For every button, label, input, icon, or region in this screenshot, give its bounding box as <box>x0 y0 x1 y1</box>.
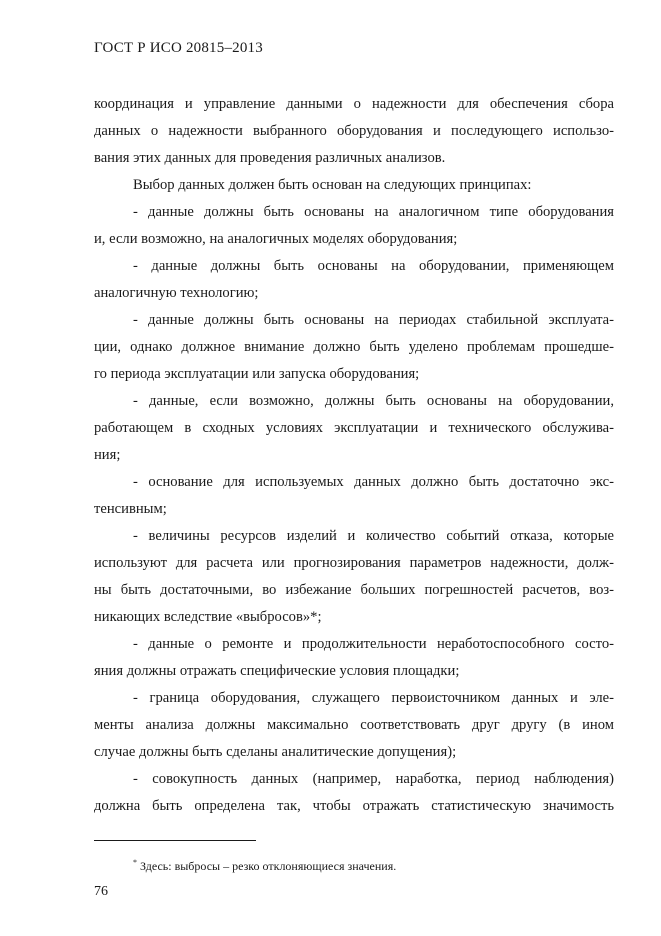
text-line: менты анализа должны максимально соответствовать друг другу (в ином <box>94 717 614 733</box>
list-item-line: - данные, если возможно, должны быть основаны на оборудовании, <box>133 393 614 409</box>
text-line: и, если возможно, на аналогичных моделях оборудования; <box>94 231 458 247</box>
list-item-line: - данные должны быть основаны на оборудовании, применяющем <box>133 258 614 274</box>
text-line: должна быть определена так, чтобы отражать статистическую значимость <box>94 798 614 814</box>
list-item-line: - совокупность данных (например, наработка, период наблюдения) <box>133 771 614 787</box>
text-line: ции, однако должное внимание должно быть уделено проблемам прошедше- <box>94 339 614 355</box>
text-line: случае должны быть сделаны аналитические допущения); <box>94 744 457 760</box>
text-line: ния; <box>94 447 121 463</box>
page-number: 76 <box>94 884 108 899</box>
footnote-divider <box>94 840 256 841</box>
text-line: Выбор данных должен быть основан на следующих принципах: <box>133 177 532 193</box>
text-line: вания этих данных для проведения различных анализов. <box>94 150 446 166</box>
text-line: тенсивным; <box>94 501 167 517</box>
text-line: аналогичную технологию; <box>94 285 259 301</box>
text-line: ны быть достаточными, во избежание больших погрешностей расчетов, воз- <box>94 582 614 598</box>
text-line: го периода эксплуатации или запуска оборудования; <box>94 366 420 382</box>
list-item-line: - основание для используемых данных должно быть достаточно экс- <box>133 474 614 490</box>
text-line: работающем в сходных условиях эксплуатации и технического обслужива- <box>94 420 614 436</box>
text-line: используют для расчета или прогнозирования параметров надежности, долж- <box>94 555 614 571</box>
footnote <box>133 858 396 874</box>
list-item-line: - данные должны быть основаны на аналогичном типе оборудования <box>133 204 614 220</box>
list-item-line: - данные о ремонте и продолжительности неработоспособного состо- <box>133 636 614 652</box>
text-line: никающих вследствие «выбросов»*; <box>94 609 322 625</box>
list-item-line: - данные должны быть основаны на периодах стабильной эксплуата- <box>133 312 614 328</box>
text-line: данных о надежности выбранного оборудования и последующего использо- <box>94 123 614 139</box>
footnote-text: Здесь: выбросы – резко отклоняющиеся значения. <box>140 859 397 873</box>
list-item-line: - величины ресурсов изделий и количество событий отказа, которые <box>133 528 614 544</box>
list-item-line: - граница оборудования, служащего первоисточником данных и эле- <box>133 690 614 706</box>
text-line: координация и управление данными о надежности для обеспечения сбора <box>94 96 614 112</box>
document-header: ГОСТ Р ИСО 20815–2013 <box>94 40 263 56</box>
footnote-marker: * <box>133 858 137 867</box>
text-line: яния должны отражать специфические условия площадки; <box>94 663 460 679</box>
